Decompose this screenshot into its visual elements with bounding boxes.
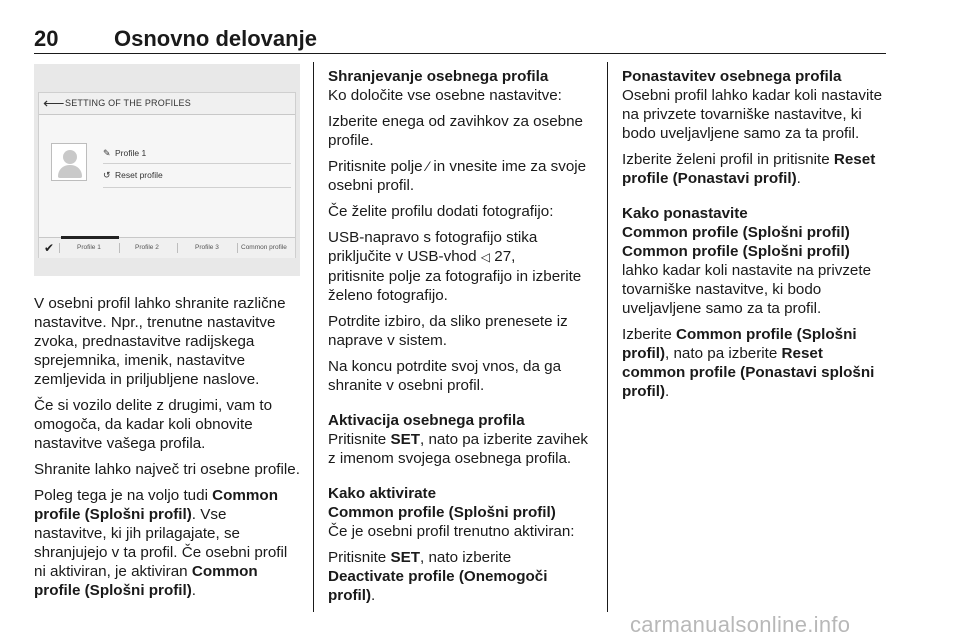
text: .: [371, 587, 376, 604]
text: .: [796, 170, 801, 187]
profile-name-label: Profile 1: [115, 148, 147, 158]
bold-term: Common profile (Splošni profil): [34, 563, 258, 599]
section-heading: Aktivacija osebnega profila: [328, 412, 525, 429]
page-reference-icon: ◁: [480, 250, 491, 264]
profile-tab-bar: [39, 237, 295, 258]
paragraph: [622, 242, 888, 318]
section-heading: Common profile (Splošni profil): [622, 224, 850, 241]
tab-separator: [119, 243, 120, 253]
tab-separator: [59, 243, 60, 253]
text: ,: [511, 248, 516, 265]
paragraph: Ko določite vse osebne nastavitve:: [328, 87, 562, 104]
bold-term: Deactivate profile (Onemogoči profil): [328, 568, 548, 604]
section-heading: Kako aktivirate: [328, 485, 437, 502]
page-reference: 27: [494, 248, 512, 265]
paragraph: [622, 325, 888, 401]
paragraph: pritisnite polje za fotografijo in izberite želeno fotografijo.: [328, 268, 582, 304]
text: Pritisnite: [328, 431, 391, 448]
profile-name-row: [103, 148, 146, 168]
row-divider: [103, 163, 291, 164]
text: .: [191, 582, 197, 599]
page-header: [34, 26, 886, 52]
bold-term: Reset profile (Ponastavi profil): [622, 151, 876, 187]
paragraph: [328, 228, 596, 267]
bold-term: SET: [390, 431, 421, 448]
paragraph: [34, 486, 302, 600]
paragraph: Če je osebni profil trenutno aktiviran:: [328, 523, 575, 540]
avatar-head: [63, 150, 77, 164]
paragraph: Na koncu potrdite svoj vnos, da ga shranite v osebni profil.: [328, 358, 562, 394]
section-heading: Common profile (Splošni profil): [328, 504, 556, 521]
paragraph: [622, 150, 888, 188]
paragraph: [328, 548, 596, 605]
bold-term: Common profile (Splošni profil): [622, 243, 850, 260]
tab-profile-1: Profile 1: [77, 244, 101, 251]
section-heading: Shranjevanje osebnega profila: [328, 68, 549, 85]
text: .: [665, 383, 670, 400]
reset-icon: ↺: [103, 170, 111, 180]
text: Izberite želeni profil in pritisnite: [622, 151, 834, 168]
tab-common-profile: Common profile: [241, 244, 287, 251]
text: in vnesite ime za svoje osebni profil.: [328, 158, 587, 194]
screen-title: SETTING OF THE PROFILES: [65, 98, 191, 108]
paragraph: Če želite profilu dodati fotografijo:: [328, 203, 554, 220]
text: , nato pa izberite zavihek z imenom svojega osebnega profila.: [328, 431, 589, 467]
text: Poleg tega je na voljo tudi: [34, 487, 213, 504]
paragraph: Shranite lahko največ tri osebne profile.: [34, 461, 300, 478]
paragraph: V osebni profil lahko shranite različne nastavitve. Npr., trenutne nastavitve zvoka, prednastavitve radijskega sprejemnika, imenik, nastavitve zemljevida in priljubljene naslove.: [34, 295, 286, 388]
back-arrow-icon: ⟵: [43, 95, 65, 112]
header-divider: [34, 53, 886, 54]
tab-separator: [237, 243, 238, 253]
active-tab-indicator: [61, 236, 119, 239]
paragraph: Potrdite izbiro, da sliko prenesete iz naprave v sistem.: [328, 313, 568, 349]
row-divider: [103, 187, 291, 188]
checkmark-icon: ✔: [44, 241, 55, 255]
infotainment-screen: [38, 92, 296, 258]
text: Izberite: [622, 326, 677, 343]
tab-separator: [177, 243, 178, 253]
text: , nato izberite: [420, 549, 512, 566]
column-3: [622, 67, 888, 408]
bold-term: Common profile (Splošni profil): [34, 487, 278, 523]
bold-term: SET: [390, 549, 421, 566]
page-title: Osnovno delovanje: [114, 26, 317, 51]
column-divider: [313, 62, 314, 612]
text: Pritisnite polje: [328, 158, 427, 175]
column-divider: [607, 62, 608, 612]
paragraph: Če si vozilo delite z drugimi, vam to omogoča, da kadar koli obnovite nastavitve vašega profila.: [34, 397, 273, 452]
tab-profile-3: Profile 3: [195, 244, 219, 251]
text: USB-napravo s fotografijo stika priključite v USB-vhod: [328, 229, 538, 265]
screen-header: [39, 93, 295, 115]
pencil-icon: ✎: [103, 148, 111, 158]
reset-profile-label: Reset profile: [115, 170, 163, 180]
column-2: [328, 67, 596, 612]
text: , nato pa izberite: [665, 345, 782, 362]
paragraph: Izberite enega od zavihkov za osebne profile.: [328, 113, 583, 149]
pencil-icon: ⁄: [426, 158, 430, 174]
paragraph: Osebni profil lahko kadar koli nastavite na privzete tovarniške nastavitve, ki bodo uveljavljene samo za ta profil.: [622, 87, 883, 142]
paragraph: [328, 430, 596, 468]
tab-profile-2: Profile 2: [135, 244, 159, 251]
page-number: 20: [34, 26, 59, 51]
paragraph: [328, 157, 596, 195]
section-heading: Kako ponastavite: [622, 205, 748, 222]
column-1: [34, 294, 302, 607]
text: lahko kadar koli nastavite na privzete tovarniške nastavitve, ki bodo uveljavljene samo za ta profil.: [622, 262, 872, 317]
text: . Vse nastavitve, ki jih prilagajate, se shranjujejo v ta profil. Če osebni profil ni aktiviran, je aktiviran: [34, 506, 288, 580]
watermark: carmanualsonline.info: [630, 612, 851, 637]
section-heading: Ponastavitev osebnega profila: [622, 68, 842, 85]
bold-term: Reset common profile (Ponastavi splošni profil): [622, 345, 875, 400]
profile-settings-screenshot: [34, 64, 300, 276]
profile-photo-placeholder: [51, 143, 87, 181]
bold-term: Common profile (Splošni profil): [622, 326, 857, 362]
text: Pritisnite: [328, 549, 391, 566]
avatar-body: [58, 165, 82, 178]
